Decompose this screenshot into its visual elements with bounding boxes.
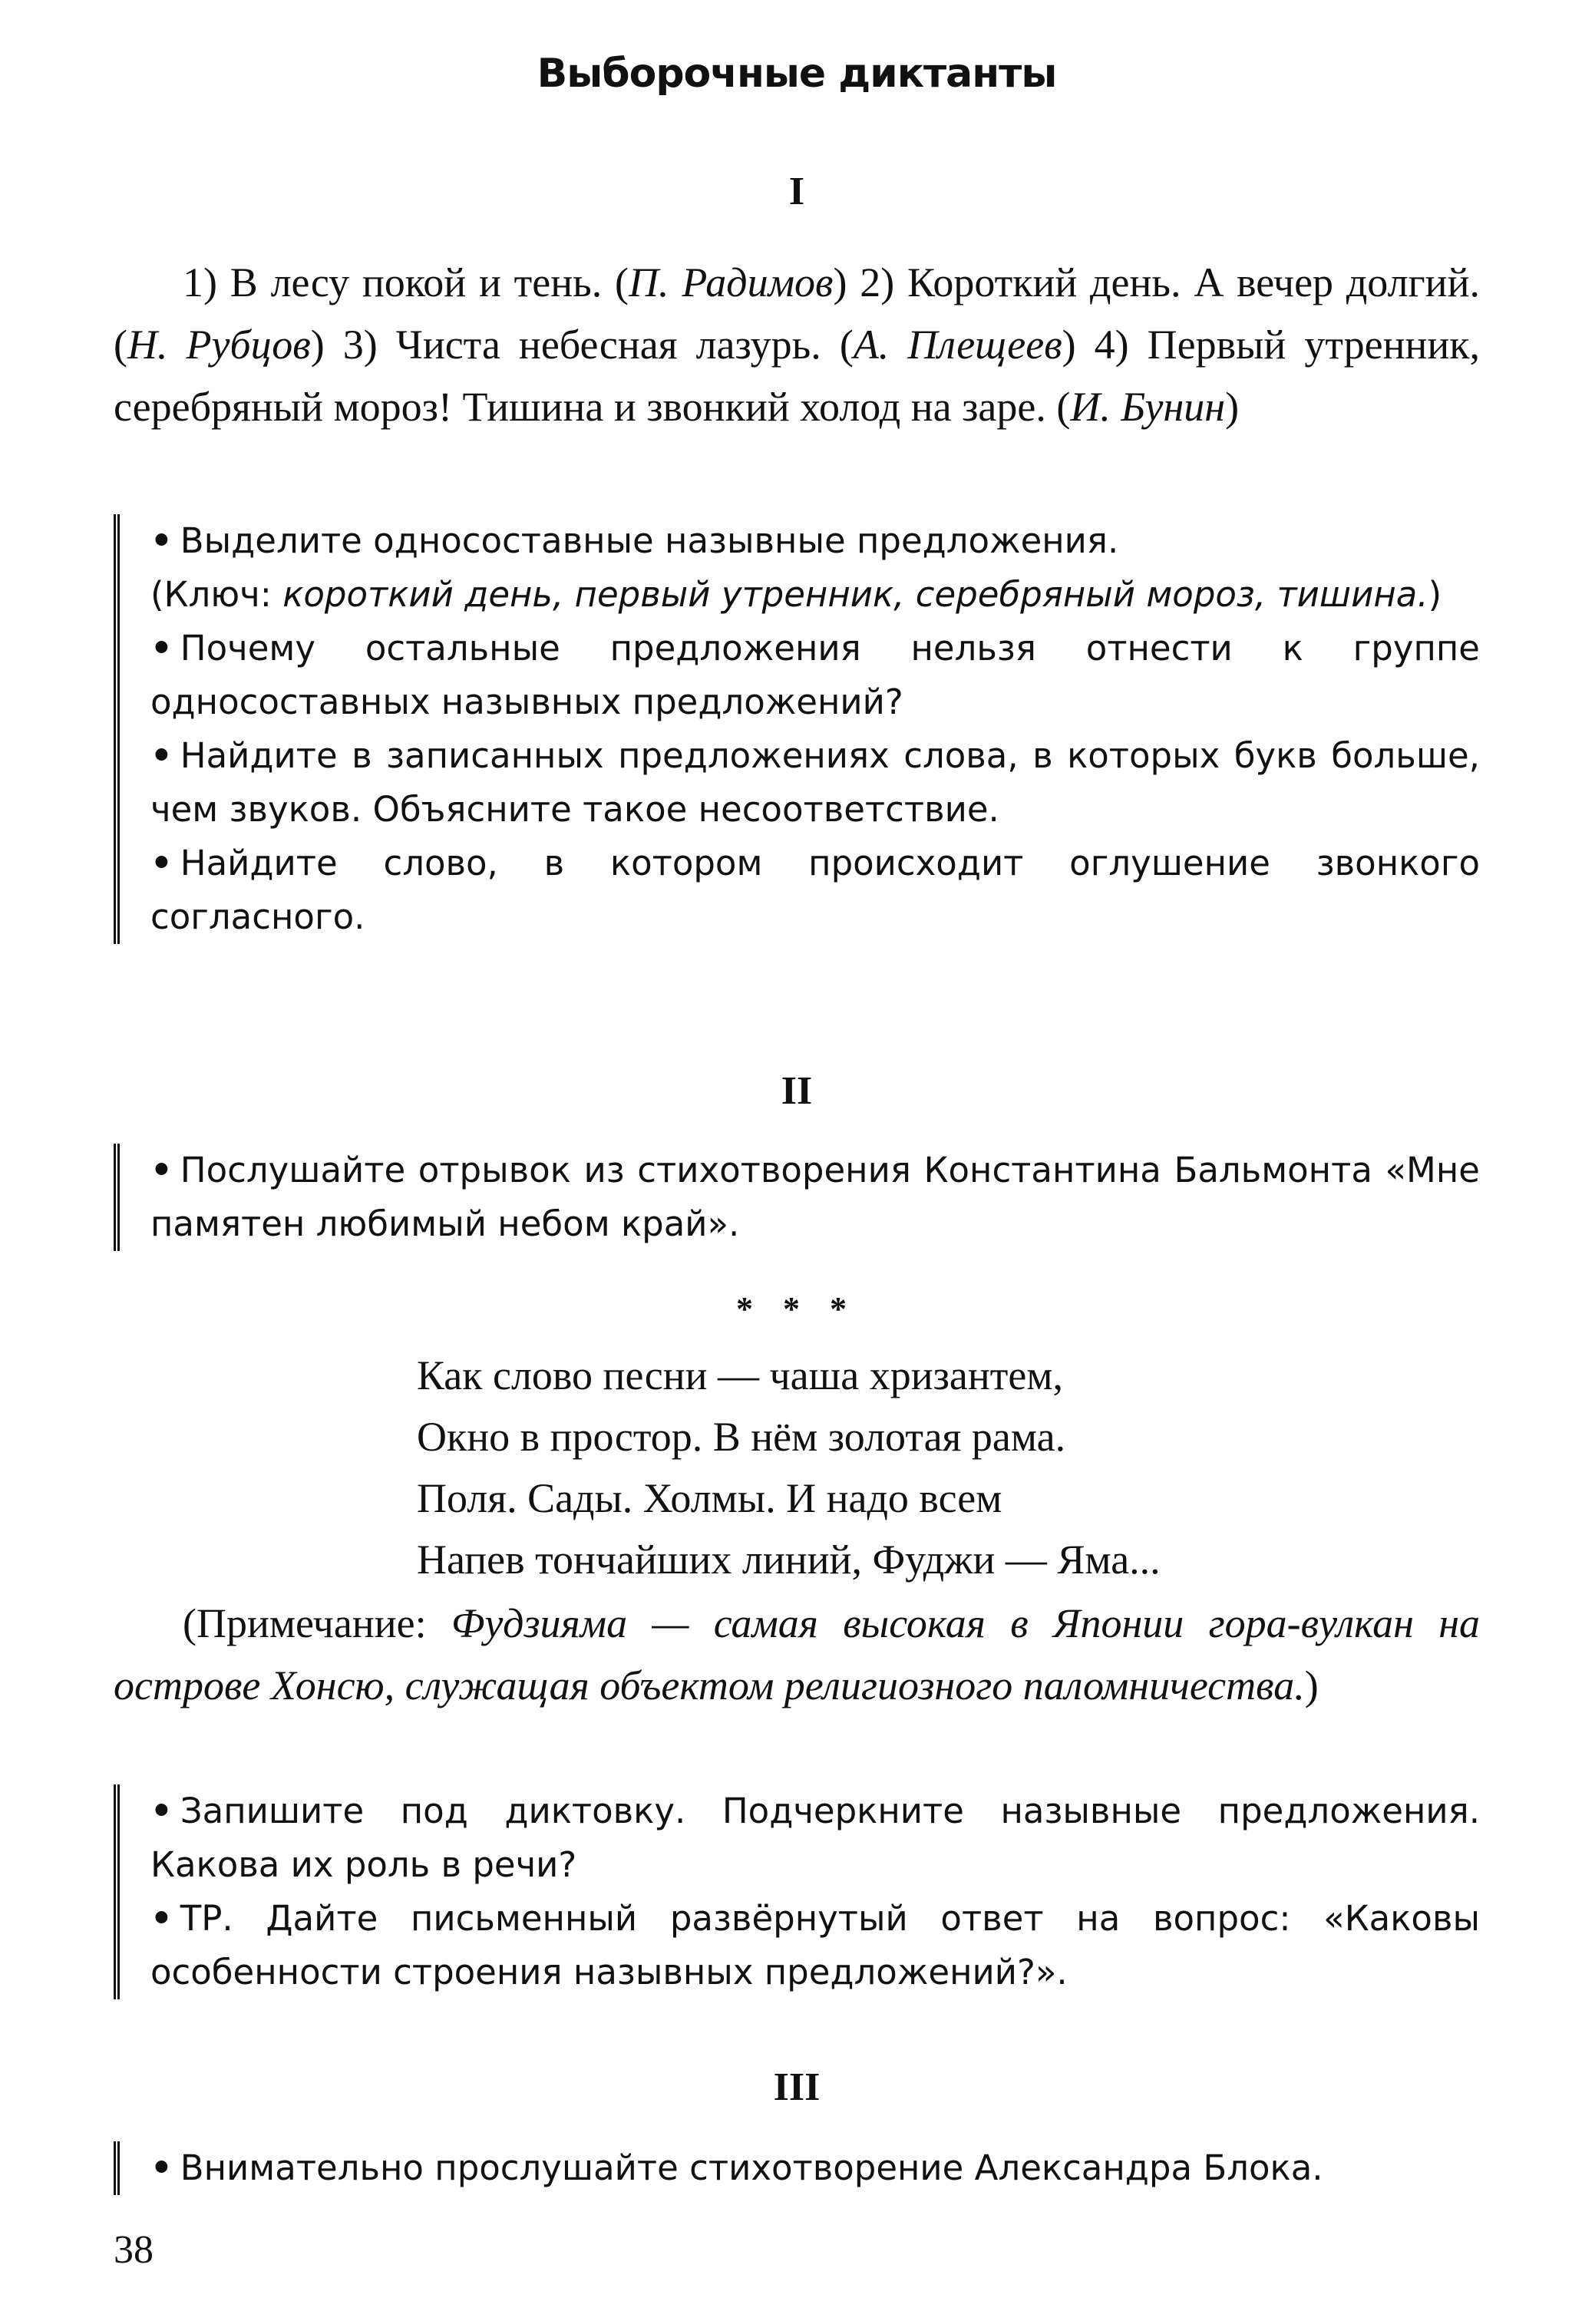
task-item (150, 729, 1480, 837)
key-prefix: (Ключ: (150, 574, 283, 615)
section-2-tasks (114, 1784, 1480, 1999)
task-text: Найдите слово, в котором происходит оглушение звонкого согласного. (150, 843, 1480, 937)
answer-key (150, 568, 1480, 622)
text-fragment: ) 2) Короткий день. А вечер долгий. ( (114, 259, 1480, 368)
section-numeral-3: III (773, 2065, 821, 2109)
task-item (150, 1892, 1480, 1999)
task-text: Внимательно прослушайте стихотворение Александра Блока. (180, 2147, 1323, 2188)
page (114, 0, 1480, 2324)
section-3-tasks (114, 2141, 1480, 2195)
bullet-icon: • (150, 735, 173, 776)
section-1-tasks (114, 514, 1480, 944)
bullet-icon: • (150, 1898, 173, 1939)
note-text: Фудзияма — самая высокая в Японии гора-вулкан на острове Хонсю, служащая объектом религиозного паломничества. (114, 1600, 1480, 1708)
task-text: Почему остальные предложения нельзя отнести к группе односоставных назывных предложений? (150, 628, 1480, 722)
section-1-text (114, 252, 1480, 438)
poem-line: Поля. Сады. Холмы. И надо всем (417, 1475, 1002, 1521)
bullet-icon: • (150, 843, 173, 883)
bullet-icon: • (150, 520, 173, 561)
text-fragment: ) 4) Первый утренник, серебряный мороз! Тишина и звонкий холод на заре. ( (114, 322, 1480, 430)
text-fragment: ) 3) Чиста небесная лазурь. ( (310, 322, 854, 368)
page-title: Выборочные диктанты (537, 51, 1057, 97)
task-text: Найдите в записанных предложениях слова, в которых букв больше, чем звуков. Объясните такое несоответствие. (150, 735, 1480, 830)
key-suffix: ) (1428, 574, 1442, 615)
text-fragment: 1) В лесу покой и тень. ( (183, 259, 629, 305)
bullet-icon: • (150, 1150, 173, 1190)
task-text: Запишите под диктовку. Подчеркните назывные предложения. Какова их роль в речи? (150, 1791, 1480, 1885)
author-name: П. Радимов (629, 259, 834, 305)
task-text: Послушайте отрывок из стихотворения Константина Бальмонта «Мне памятен любимый небом край». (150, 1150, 1480, 1244)
section-numeral-1: I (788, 170, 805, 213)
bullet-icon: • (150, 628, 173, 668)
task-item (150, 514, 1480, 568)
task-item (150, 1784, 1480, 1892)
task-item (150, 1144, 1480, 1251)
poem-line: Окно в простор. В нём золотая рама. (417, 1414, 1066, 1460)
page-number: 38 (114, 2228, 154, 2272)
author-name: Н. Рубцов (127, 322, 311, 368)
author-name: И. Бунин (1070, 384, 1226, 430)
poem-line: Как слово песни — чаша хризантем, (417, 1352, 1064, 1398)
text-fragment: ) (1225, 384, 1240, 430)
note-suffix: ) (1304, 1662, 1319, 1708)
bullet-icon: • (150, 1791, 173, 1831)
poem-stars: * * * (736, 1290, 857, 1328)
bullet-icon: • (150, 2147, 173, 2188)
poem-line: Напев тончайших линий, Фуджи — Яма... (417, 1537, 1161, 1583)
task-text: Выделите односоставные назывные предложения. (180, 520, 1119, 561)
section-2-intro (114, 1144, 1480, 1251)
author-name: А. Плещеев (853, 322, 1062, 368)
task-item (150, 622, 1480, 729)
task-item (150, 837, 1480, 944)
poem-note (114, 1593, 1480, 1717)
key-text: короткий день, первый утренник, серебряный мороз, тишина. (282, 574, 1428, 615)
section-numeral-2: II (781, 1069, 813, 1113)
note-prefix: (Примечание: (183, 1600, 451, 1646)
task-text: ТР. Дайте письменный развёрнутый ответ на вопрос: «Каковы особенности строения назывных предложений?». (150, 1898, 1480, 1992)
task-item (150, 2141, 1480, 2195)
poem (417, 1345, 1161, 1590)
